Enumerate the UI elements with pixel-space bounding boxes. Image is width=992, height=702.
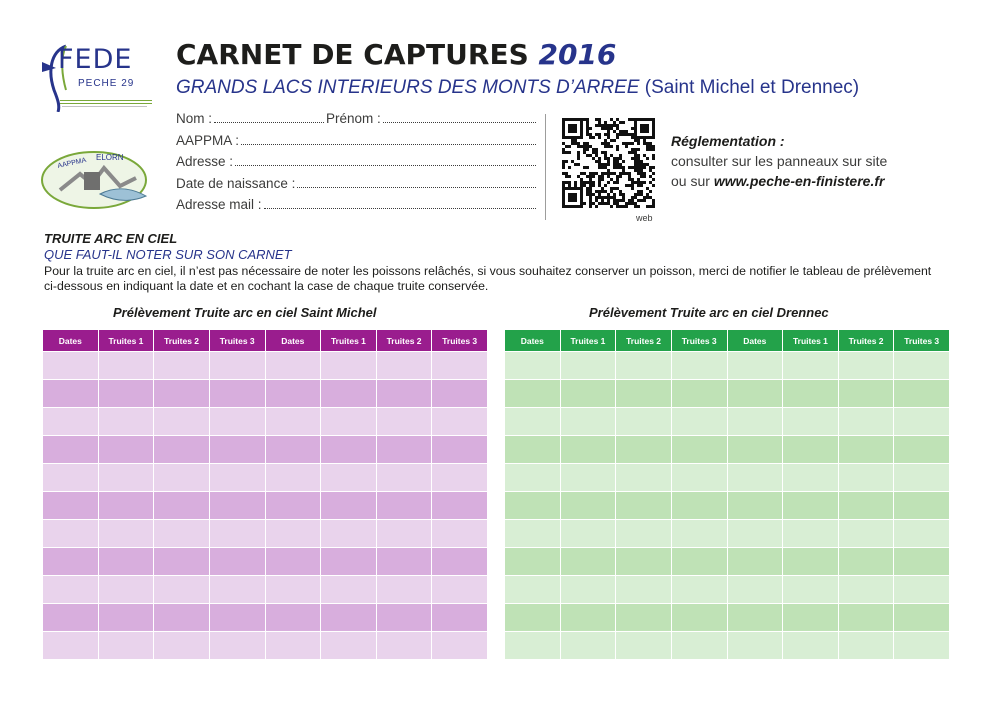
- subtitle-lakes: GRANDS LACS INTERIEURS DES MONTS D’ARREE: [176, 77, 640, 98]
- form-row-aappma: [176, 133, 538, 155]
- table-row: [43, 492, 487, 519]
- checkbox-cell[interactable]: [839, 408, 894, 435]
- checkbox-cell[interactable]: [99, 492, 154, 519]
- checkbox-cell[interactable]: [561, 380, 616, 407]
- checkbox-cell[interactable]: [210, 576, 265, 603]
- date-cell[interactable]: [266, 576, 321, 603]
- checkbox-cell[interactable]: [99, 352, 154, 379]
- form-row-naissance: [176, 176, 538, 198]
- checkbox-cell[interactable]: [154, 464, 209, 491]
- date-cell[interactable]: [728, 352, 783, 379]
- table-row: [505, 492, 949, 519]
- checkbox-cell[interactable]: [839, 380, 894, 407]
- column-header: Truites 3: [210, 330, 265, 351]
- column-header: Dates: [43, 330, 98, 351]
- column-header: Dates: [505, 330, 560, 351]
- checkbox-cell[interactable]: [561, 492, 616, 519]
- date-cell[interactable]: [266, 436, 321, 463]
- column-header: Truites 2: [377, 330, 432, 351]
- date-cell[interactable]: [266, 604, 321, 631]
- checkbox-cell[interactable]: [616, 436, 671, 463]
- qr-caption: web: [636, 213, 653, 223]
- adresse-label: Adresse :: [176, 154, 234, 169]
- checkbox-cell[interactable]: [210, 548, 265, 575]
- identity-form: [176, 111, 538, 219]
- checkbox-cell[interactable]: [839, 576, 894, 603]
- column-header: Truites 1: [321, 330, 376, 351]
- checkbox-cell[interactable]: [783, 436, 838, 463]
- checkbox-cell[interactable]: [154, 492, 209, 519]
- title-year: 2016: [538, 38, 617, 71]
- drennec-table-caption: Prélèvement Truite arc en ciel Drennec: [589, 305, 829, 320]
- checkbox-cell[interactable]: [377, 576, 432, 603]
- date-cell[interactable]: [505, 604, 560, 631]
- checkbox-cell[interactable]: [321, 352, 376, 379]
- checkbox-cell[interactable]: [321, 380, 376, 407]
- checkbox-cell[interactable]: [377, 352, 432, 379]
- checkbox-cell[interactable]: [783, 604, 838, 631]
- table-header-row: [505, 330, 949, 351]
- table-row: [43, 352, 487, 379]
- table-header-row: [43, 330, 487, 351]
- date-cell[interactable]: [505, 464, 560, 491]
- checkbox-cell[interactable]: [839, 492, 894, 519]
- date-cell[interactable]: [505, 520, 560, 547]
- checkbox-cell[interactable]: [377, 492, 432, 519]
- date-cell[interactable]: [505, 352, 560, 379]
- checkbox-cell[interactable]: [672, 576, 727, 603]
- date-cell[interactable]: [728, 436, 783, 463]
- date-cell[interactable]: [43, 464, 98, 491]
- checkbox-cell[interactable]: [839, 352, 894, 379]
- date-cell[interactable]: [266, 380, 321, 407]
- date-cell[interactable]: [505, 436, 560, 463]
- subtitle-sites: (Saint Michel et Drennec): [644, 77, 860, 98]
- table-row: [505, 604, 949, 631]
- checkbox-cell[interactable]: [210, 520, 265, 547]
- column-header: Truites 2: [839, 330, 894, 351]
- checkbox-cell[interactable]: [432, 520, 487, 547]
- checkbox-cell[interactable]: [616, 492, 671, 519]
- fede-peche-29-logo: [40, 42, 152, 116]
- checkbox-cell[interactable]: [616, 548, 671, 575]
- section-subtitle: QUE FAUT-IL NOTER SUR SON CARNET: [44, 247, 292, 262]
- checkbox-cell[interactable]: [616, 464, 671, 491]
- column-header: Truites 1: [783, 330, 838, 351]
- date-cell[interactable]: [43, 436, 98, 463]
- checkbox-cell[interactable]: [616, 576, 671, 603]
- checkbox-cell[interactable]: [377, 548, 432, 575]
- checkbox-cell[interactable]: [894, 548, 949, 575]
- column-header: Truites 2: [616, 330, 671, 351]
- checkbox-cell[interactable]: [432, 408, 487, 435]
- nom-label: Nom :: [176, 111, 213, 126]
- table-row: [43, 520, 487, 547]
- checkbox-cell[interactable]: [432, 464, 487, 491]
- checkbox-cell[interactable]: [894, 492, 949, 519]
- checkbox-cell[interactable]: [616, 352, 671, 379]
- checkbox-cell[interactable]: [154, 548, 209, 575]
- table-row: [43, 576, 487, 603]
- prenom-label: Prénom :: [326, 111, 381, 126]
- table-row: [43, 632, 487, 659]
- checkbox-cell[interactable]: [210, 436, 265, 463]
- checkbox-cell[interactable]: [99, 520, 154, 547]
- checkbox-cell[interactable]: [894, 380, 949, 407]
- logo-rule: [60, 100, 152, 104]
- mail-label: Adresse mail :: [176, 197, 262, 212]
- column-header: Truites 3: [672, 330, 727, 351]
- date-cell[interactable]: [505, 632, 560, 659]
- qr-code[interactable]: [562, 118, 656, 210]
- table-row: [505, 632, 949, 659]
- date-cell[interactable]: [43, 576, 98, 603]
- date-cell[interactable]: [43, 352, 98, 379]
- date-cell[interactable]: [505, 492, 560, 519]
- date-cell[interactable]: [728, 604, 783, 631]
- checkbox-cell[interactable]: [839, 604, 894, 631]
- checkbox-cell[interactable]: [616, 408, 671, 435]
- date-cell[interactable]: [505, 548, 560, 575]
- checkbox-cell[interactable]: [894, 352, 949, 379]
- checkbox-cell[interactable]: [432, 352, 487, 379]
- date-cell[interactable]: [728, 520, 783, 547]
- vertical-divider: [545, 114, 546, 220]
- date-cell[interactable]: [505, 576, 560, 603]
- checkbox-cell[interactable]: [561, 464, 616, 491]
- checkbox-cell[interactable]: [99, 548, 154, 575]
- checkbox-cell[interactable]: [321, 548, 376, 575]
- reglementation-title: Réglementation :: [671, 133, 785, 149]
- checkbox-cell[interactable]: [154, 604, 209, 631]
- checkbox-cell[interactable]: [672, 408, 727, 435]
- checkbox-cell[interactable]: [672, 436, 727, 463]
- checkbox-cell[interactable]: [783, 408, 838, 435]
- checkbox-cell[interactable]: [432, 436, 487, 463]
- page-title: [176, 38, 616, 71]
- checkbox-cell[interactable]: [616, 604, 671, 631]
- naissance-label: Date de naissance :: [176, 175, 296, 191]
- checkbox-cell[interactable]: [561, 520, 616, 547]
- checkbox-cell[interactable]: [321, 520, 376, 547]
- checkbox-cell[interactable]: [894, 576, 949, 603]
- date-cell[interactable]: [728, 380, 783, 407]
- checkbox-cell[interactable]: [321, 492, 376, 519]
- checkbox-cell[interactable]: [561, 576, 616, 603]
- checkbox-cell[interactable]: [210, 352, 265, 379]
- checkbox-cell[interactable]: [561, 604, 616, 631]
- table-row: [505, 380, 949, 407]
- date-cell[interactable]: [43, 380, 98, 407]
- checkbox-cell[interactable]: [561, 352, 616, 379]
- checkbox-cell[interactable]: [154, 436, 209, 463]
- table-row: [505, 352, 949, 379]
- checkbox-cell[interactable]: [894, 520, 949, 547]
- date-cell[interactable]: [728, 576, 783, 603]
- checkbox-cell[interactable]: [839, 464, 894, 491]
- checkbox-cell[interactable]: [672, 380, 727, 407]
- section-title: TRUITE ARC EN CIEL: [44, 231, 178, 246]
- peche-29-text: PECHE 29: [78, 78, 135, 89]
- table-row: [43, 548, 487, 575]
- checkbox-cell[interactable]: [616, 520, 671, 547]
- column-header: Truites 1: [561, 330, 616, 351]
- table-row: [43, 604, 487, 631]
- aappma-field[interactable]: [241, 133, 536, 145]
- checkbox-cell[interactable]: [321, 436, 376, 463]
- checkbox-cell[interactable]: [99, 380, 154, 407]
- checkbox-cell[interactable]: [783, 576, 838, 603]
- checkbox-cell[interactable]: [377, 408, 432, 435]
- date-cell[interactable]: [266, 632, 321, 659]
- aappma-elorn-logo: [40, 148, 152, 212]
- date-cell[interactable]: [505, 408, 560, 435]
- checkbox-cell[interactable]: [783, 520, 838, 547]
- table-row: [505, 436, 949, 463]
- drennec-table: [504, 329, 950, 660]
- checkbox-cell[interactable]: [321, 604, 376, 631]
- reglementation-line-2: [671, 173, 884, 189]
- date-cell[interactable]: [43, 492, 98, 519]
- checkbox-cell[interactable]: [99, 408, 154, 435]
- checkbox-cell[interactable]: [321, 408, 376, 435]
- form-row-mail: [176, 197, 538, 219]
- page-subtitle: [176, 77, 859, 99]
- table-row: [505, 576, 949, 603]
- table-row: [43, 436, 487, 463]
- table-row: [505, 408, 949, 435]
- checkbox-cell[interactable]: [377, 520, 432, 547]
- checkbox-cell[interactable]: [154, 632, 209, 659]
- checkbox-cell[interactable]: [432, 604, 487, 631]
- aappma-label: AAPPMA :: [176, 132, 240, 148]
- checkbox-cell[interactable]: [432, 632, 487, 659]
- date-cell[interactable]: [43, 408, 98, 435]
- saint-michel-table: [42, 329, 488, 660]
- column-header: Dates: [728, 330, 783, 351]
- checkbox-cell[interactable]: [561, 436, 616, 463]
- checkbox-cell[interactable]: [154, 576, 209, 603]
- form-row-adresse: [176, 154, 538, 176]
- checkbox-cell[interactable]: [99, 604, 154, 631]
- naissance-field[interactable]: [297, 176, 536, 188]
- saint-michel-table-caption: Prélèvement Truite arc en ciel Saint Michel: [113, 305, 377, 320]
- checkbox-cell[interactable]: [210, 408, 265, 435]
- checkbox-cell[interactable]: [99, 576, 154, 603]
- column-header: Truites 1: [99, 330, 154, 351]
- checkbox-cell[interactable]: [99, 436, 154, 463]
- checkbox-cell[interactable]: [839, 548, 894, 575]
- checkbox-cell[interactable]: [894, 464, 949, 491]
- checkbox-cell[interactable]: [783, 380, 838, 407]
- checkbox-cell[interactable]: [783, 632, 838, 659]
- checkbox-cell[interactable]: [210, 464, 265, 491]
- checkbox-cell[interactable]: [210, 632, 265, 659]
- reglementation-line-1: consulter sur les panneaux sur site: [671, 153, 888, 169]
- checkbox-cell[interactable]: [154, 520, 209, 547]
- date-cell[interactable]: [266, 408, 321, 435]
- checkbox-cell[interactable]: [432, 492, 487, 519]
- checkbox-cell[interactable]: [377, 436, 432, 463]
- checkbox-cell[interactable]: [561, 408, 616, 435]
- checkbox-cell[interactable]: [561, 632, 616, 659]
- date-cell[interactable]: [43, 548, 98, 575]
- date-cell[interactable]: [728, 492, 783, 519]
- checkbox-cell[interactable]: [672, 464, 727, 491]
- checkbox-cell[interactable]: [432, 380, 487, 407]
- logo-rule: [62, 106, 147, 109]
- table-row: [43, 408, 487, 435]
- checkbox-cell[interactable]: [377, 380, 432, 407]
- checkbox-cell[interactable]: [783, 352, 838, 379]
- svg-text:ELORN: ELORN: [96, 153, 124, 162]
- checkbox-cell[interactable]: [616, 380, 671, 407]
- table-row: [43, 464, 487, 491]
- checkbox-cell[interactable]: [839, 436, 894, 463]
- checkbox-cell[interactable]: [672, 520, 727, 547]
- checkbox-cell[interactable]: [783, 492, 838, 519]
- prenom-field[interactable]: [383, 111, 536, 123]
- table-row: [43, 380, 487, 407]
- date-cell[interactable]: [728, 408, 783, 435]
- date-cell[interactable]: [728, 464, 783, 491]
- date-cell[interactable]: [728, 632, 783, 659]
- checkbox-cell[interactable]: [672, 548, 727, 575]
- checkbox-cell[interactable]: [154, 352, 209, 379]
- checkbox-cell[interactable]: [154, 380, 209, 407]
- date-cell[interactable]: [266, 464, 321, 491]
- nom-field[interactable]: [214, 111, 324, 123]
- column-header: Dates: [266, 330, 321, 351]
- checkbox-cell[interactable]: [377, 464, 432, 491]
- checkbox-cell[interactable]: [616, 632, 671, 659]
- checkbox-cell[interactable]: [377, 604, 432, 631]
- section-body: Pour la truite arc en ciel, il n’est pas nécessaire de noter les poissons relâchés, si vous souhaitez conserver un poisson, merci de notifier le tableau de prélèvement ci-dessous en indiquant la date et en cochant la case de chaque truite conservée.: [44, 264, 932, 293]
- mail-field[interactable]: [264, 197, 536, 209]
- checkbox-cell[interactable]: [783, 464, 838, 491]
- checkbox-cell[interactable]: [839, 632, 894, 659]
- checkbox-cell[interactable]: [672, 632, 727, 659]
- checkbox-cell[interactable]: [894, 436, 949, 463]
- title-text: CARNET DE CAPTURES: [176, 38, 529, 71]
- checkbox-cell[interactable]: [432, 548, 487, 575]
- checkbox-cell[interactable]: [99, 464, 154, 491]
- checkbox-cell[interactable]: [672, 604, 727, 631]
- column-header: Truites 3: [894, 330, 949, 351]
- date-cell[interactable]: [505, 380, 560, 407]
- date-cell[interactable]: [266, 492, 321, 519]
- checkbox-cell[interactable]: [210, 492, 265, 519]
- checkbox-cell[interactable]: [839, 520, 894, 547]
- checkbox-cell[interactable]: [783, 548, 838, 575]
- form-row-name: [176, 111, 538, 133]
- checkbox-cell[interactable]: [894, 632, 949, 659]
- checkbox-cell[interactable]: [321, 632, 376, 659]
- checkbox-cell[interactable]: [321, 576, 376, 603]
- checkbox-cell[interactable]: [672, 492, 727, 519]
- checkbox-cell[interactable]: [321, 464, 376, 491]
- checkbox-cell[interactable]: [154, 408, 209, 435]
- column-header: Truites 3: [432, 330, 487, 351]
- checkbox-cell[interactable]: [672, 352, 727, 379]
- website-link[interactable]: www.peche-en-finistere.fr: [713, 173, 885, 189]
- fede-text: FEDE: [58, 44, 133, 75]
- checkbox-cell[interactable]: [894, 604, 949, 631]
- checkbox-cell[interactable]: [99, 632, 154, 659]
- checkbox-cell[interactable]: [210, 380, 265, 407]
- date-cell[interactable]: [43, 604, 98, 631]
- checkbox-cell[interactable]: [377, 632, 432, 659]
- checkbox-cell[interactable]: [210, 604, 265, 631]
- date-cell[interactable]: [728, 548, 783, 575]
- checkbox-cell[interactable]: [561, 548, 616, 575]
- checkbox-cell[interactable]: [894, 408, 949, 435]
- table-row: [505, 520, 949, 547]
- column-header: Truites 2: [154, 330, 209, 351]
- table-row: [505, 464, 949, 491]
- date-cell[interactable]: [43, 632, 98, 659]
- checkbox-cell[interactable]: [432, 576, 487, 603]
- date-cell[interactable]: [43, 520, 98, 547]
- date-cell[interactable]: [266, 548, 321, 575]
- table-row: [505, 548, 949, 575]
- date-cell[interactable]: [266, 352, 321, 379]
- date-cell[interactable]: [266, 520, 321, 547]
- adresse-field[interactable]: [235, 154, 536, 166]
- reglementation-prefix: ou sur: [671, 173, 714, 189]
- svg-text:AAPPMA: AAPPMA: [56, 157, 87, 170]
